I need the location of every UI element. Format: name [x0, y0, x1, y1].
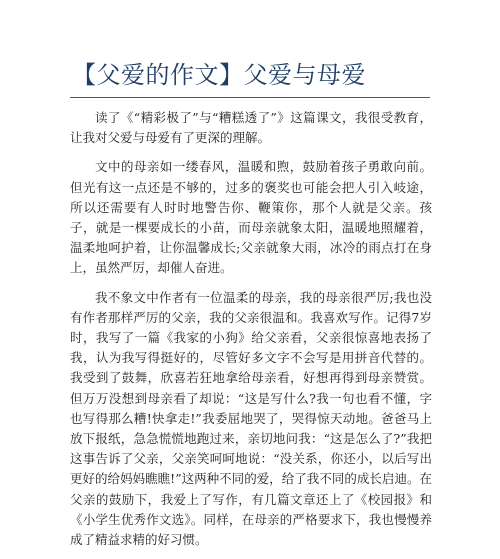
title-underline	[70, 97, 430, 98]
article-body	[70, 108, 432, 559]
paragraph-3: 我不象文中作者有一位温柔的母亲，我的母亲很严厉;我也没有作者那样严厉的父亲，我的父亲很温和。我喜欢写作。记得7岁时，我写了一篇《我家的小狗》给父亲看，父亲很惊喜地表扬了我，认为我写得挺好的，尽管好多文字不会写是用拼音代替的。我受到了鼓舞，欣喜若狂地拿给母亲看，好想再得到母亲赞赏。但万万没想到母亲看了却说：“这是写什么?我一句也看不懂，字也写得那么糟!快拿走!”我委屈地哭了，哭得惊天动地。爸爸马上放下报纸，急急慌慌地跑过来，亲切地问我：“这是怎么了?”我把这事告诉了父亲，父亲笑呵呵地说：“没关系，你还小，以后写出更好的给妈妈瞧瞧!”这两种不同的爱，给了我不同的成长启迪。在父亲的鼓励下，我爱上了写作，有几篇文章还上了《校园报》和《小学生优秀作文选》。同样，在母亲的严格要求下，我也慢慢养成了精益求精的好习惯。	[70, 289, 432, 548]
paragraph-2: 文中的母亲如一缕春风，温暖和煦，鼓励着孩子勇敢向前。但光有这一点还是不够的，过多的褒奖也可能会把人引入岐途，所以还需要有人时时地警告你、鞭策你，那个人就是父亲。孩子，就是一棵要成长的小苗，而母亲就象太阳，温暖地照耀着，温柔地呵护着，让你温馨成长;父亲就象大雨，冰冷的雨点打在身上，虽然严厉，却催人奋进。	[70, 159, 432, 276]
paragraph-1: 读了《“精彩极了”与“糟糕透了”》这篇课文，我很受教育，让我对父爱与母爱有了更深的理解。	[70, 110, 432, 146]
article-title: 【父爱的作文】父爱与母爱	[72, 61, 366, 89]
